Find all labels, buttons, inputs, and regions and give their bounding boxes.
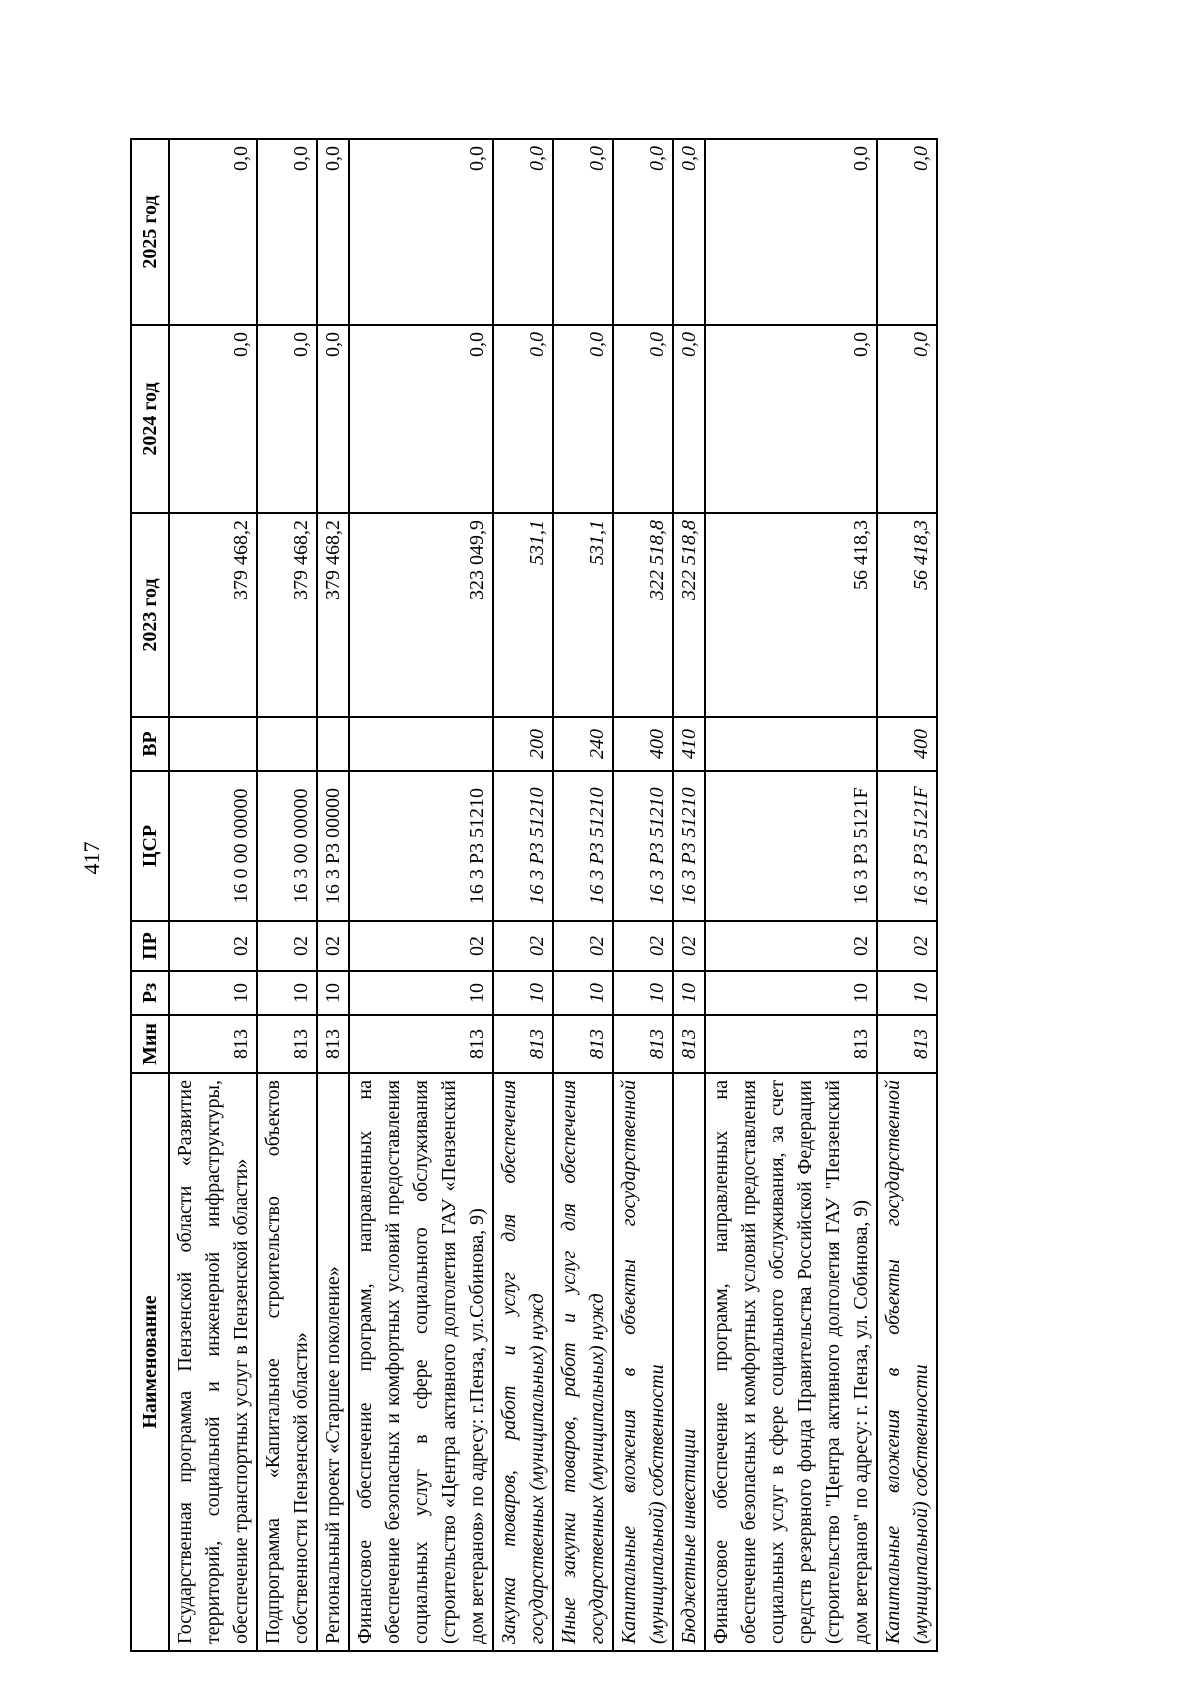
table-row xyxy=(553,139,613,1651)
col-header-rz: Рз xyxy=(131,971,169,1015)
cell-2025: 0,0 xyxy=(493,139,553,325)
cell-min: 813 xyxy=(493,1015,553,1073)
cell-2023: 531,1 xyxy=(553,513,613,717)
cell-pr: 02 xyxy=(349,921,493,971)
cell-name: Капитальные вложения в объекты государственной (муниципальной) собственности xyxy=(613,1073,673,1651)
cell-min: 813 xyxy=(349,1015,493,1073)
cell-2024: 0,0 xyxy=(493,325,553,513)
cell-rz: 10 xyxy=(705,971,877,1015)
cell-vr: 400 xyxy=(613,717,673,771)
cell-pr: 02 xyxy=(673,921,705,971)
cell-min: 813 xyxy=(673,1015,705,1073)
cell-csr: 16 0 00 00000 xyxy=(169,771,257,921)
cell-vr xyxy=(349,717,493,771)
cell-pr: 02 xyxy=(493,921,553,971)
cell-pr: 02 xyxy=(613,921,673,971)
cell-rz: 10 xyxy=(169,971,257,1015)
cell-vr xyxy=(169,717,257,771)
col-header-2023: 2023 год xyxy=(131,513,169,717)
cell-2023: 323 049,9 xyxy=(349,513,493,717)
cell-2025: 0,0 xyxy=(613,139,673,325)
cell-2025: 0,0 xyxy=(257,139,317,325)
cell-pr: 02 xyxy=(317,921,349,971)
col-header-min: Мин xyxy=(131,1015,169,1073)
table-row xyxy=(169,139,257,1651)
col-header-name: Наименование xyxy=(131,1073,169,1651)
table-row xyxy=(493,139,553,1651)
cell-2025: 0,0 xyxy=(705,139,877,325)
table-header-row xyxy=(131,139,169,1651)
cell-csr: 16 3 P3 51210 xyxy=(349,771,493,921)
cell-pr: 02 xyxy=(169,921,257,971)
cell-name: Региональный проект «Старшее поколение» xyxy=(317,1073,349,1651)
cell-pr: 02 xyxy=(877,921,937,971)
cell-2023: 56 418,3 xyxy=(705,513,877,717)
cell-min: 813 xyxy=(877,1015,937,1073)
cell-name: Финансовое обеспечение программ, направленных на обеспечение безопасных и комфортных условий предоставления социальных услуг в сфере социального обслуживания (строительство «Центра активного долголетия ГАУ «Пензенский дом ветеранов» по адресу: г.Пенза, ул.Собинова, 9) xyxy=(349,1073,493,1651)
cell-name: Подпрограмма «Капитальное строительство объектов собственности Пензенской области» xyxy=(257,1073,317,1651)
cell-2024: 0,0 xyxy=(705,325,877,513)
col-header-csr: ЦСР xyxy=(131,771,169,921)
cell-rz: 10 xyxy=(317,971,349,1015)
cell-2025: 0,0 xyxy=(553,139,613,325)
col-header-2025: 2025 год xyxy=(131,139,169,325)
table-row xyxy=(613,139,673,1651)
cell-csr: 16 3 P3 51210 xyxy=(553,771,613,921)
cell-rz: 10 xyxy=(673,971,705,1015)
cell-min: 813 xyxy=(705,1015,877,1073)
cell-2025: 0,0 xyxy=(317,139,349,325)
cell-min: 813 xyxy=(613,1015,673,1073)
cell-min: 813 xyxy=(169,1015,257,1073)
budget-table xyxy=(130,138,938,1652)
table-row xyxy=(317,139,349,1651)
table-row xyxy=(705,139,877,1651)
cell-rz: 10 xyxy=(493,971,553,1015)
cell-name: Закупка товаров, работ и услуг для обеспечения государственных (муниципальных) нужд xyxy=(493,1073,553,1651)
cell-2023: 56 418,3 xyxy=(877,513,937,717)
cell-2025: 0,0 xyxy=(349,139,493,325)
cell-csr: 16 3 P3 51210 xyxy=(613,771,673,921)
cell-2024: 0,0 xyxy=(317,325,349,513)
col-header-2024: 2024 год xyxy=(131,325,169,513)
table-row xyxy=(877,139,937,1651)
cell-csr: 16 3 P3 5121F xyxy=(705,771,877,921)
col-header-pr: ПР xyxy=(131,921,169,971)
cell-min: 813 xyxy=(317,1015,349,1073)
cell-name: Капитальные вложения в объекты государственной (муниципальной) собственности xyxy=(877,1073,937,1651)
table-row xyxy=(673,139,705,1651)
cell-vr xyxy=(317,717,349,771)
cell-vr: 410 xyxy=(673,717,705,771)
cell-vr: 240 xyxy=(553,717,613,771)
cell-name: Финансовое обеспечение программ, направленных на обеспечение безопасных и комфортных условий предоставления социальных услуг в сфере социального обслуживания, за счет средств резервного фонда Правительства Российской Федерации (строительство "Центра активного долголетия ГАУ "Пензенский дом ветеранов" по адресу: г. Пенза, ул. Собинова, 9) xyxy=(705,1073,877,1651)
cell-2024: 0,0 xyxy=(673,325,705,513)
cell-rz: 10 xyxy=(613,971,673,1015)
cell-rz: 10 xyxy=(877,971,937,1015)
cell-csr: 16 3 P3 51210 xyxy=(493,771,553,921)
cell-csr: 16 3 P3 5121F xyxy=(877,771,937,921)
cell-csr: 16 3 00 00000 xyxy=(257,771,317,921)
cell-rz: 10 xyxy=(553,971,613,1015)
cell-min: 813 xyxy=(257,1015,317,1073)
cell-pr: 02 xyxy=(553,921,613,971)
table-row xyxy=(349,139,493,1651)
table-row xyxy=(257,139,317,1651)
cell-rz: 10 xyxy=(349,971,493,1015)
cell-vr xyxy=(257,717,317,771)
cell-csr: 16 3 P3 00000 xyxy=(317,771,349,921)
page-number: 417 xyxy=(79,841,104,875)
col-header-vr: ВР xyxy=(131,717,169,771)
cell-2023: 379 468,2 xyxy=(257,513,317,717)
cell-name: Иные закупки товаров, работ и услуг для обеспечения государственных (муниципальных) нужд xyxy=(553,1073,613,1651)
cell-2024: 0,0 xyxy=(877,325,937,513)
cell-2025: 0,0 xyxy=(673,139,705,325)
cell-2023: 531,1 xyxy=(493,513,553,717)
cell-name: Государственная программа Пензенской области «Развитие территорий, социальной и инженерной инфраструктуры, обеспечение транспортных услуг в Пензенской области» xyxy=(169,1073,257,1651)
cell-2024: 0,0 xyxy=(169,325,257,513)
cell-2023: 322 518,8 xyxy=(673,513,705,717)
cell-2024: 0,0 xyxy=(553,325,613,513)
cell-2023: 379 468,2 xyxy=(317,513,349,717)
cell-pr: 02 xyxy=(705,921,877,971)
cell-2023: 322 518,8 xyxy=(613,513,673,717)
cell-vr: 200 xyxy=(493,717,553,771)
cell-2023: 379 468,2 xyxy=(169,513,257,717)
cell-2025: 0,0 xyxy=(169,139,257,325)
cell-pr: 02 xyxy=(257,921,317,971)
cell-min: 813 xyxy=(553,1015,613,1073)
cell-rz: 10 xyxy=(257,971,317,1015)
cell-2024: 0,0 xyxy=(349,325,493,513)
cell-2024: 0,0 xyxy=(613,325,673,513)
cell-name: Бюджетные инвестиции xyxy=(673,1073,705,1651)
cell-csr: 16 3 P3 51210 xyxy=(673,771,705,921)
rotated-table-container xyxy=(130,140,1042,1652)
cell-2024: 0,0 xyxy=(257,325,317,513)
cell-vr xyxy=(705,717,877,771)
cell-vr: 400 xyxy=(877,717,937,771)
cell-2025: 0,0 xyxy=(877,139,937,325)
